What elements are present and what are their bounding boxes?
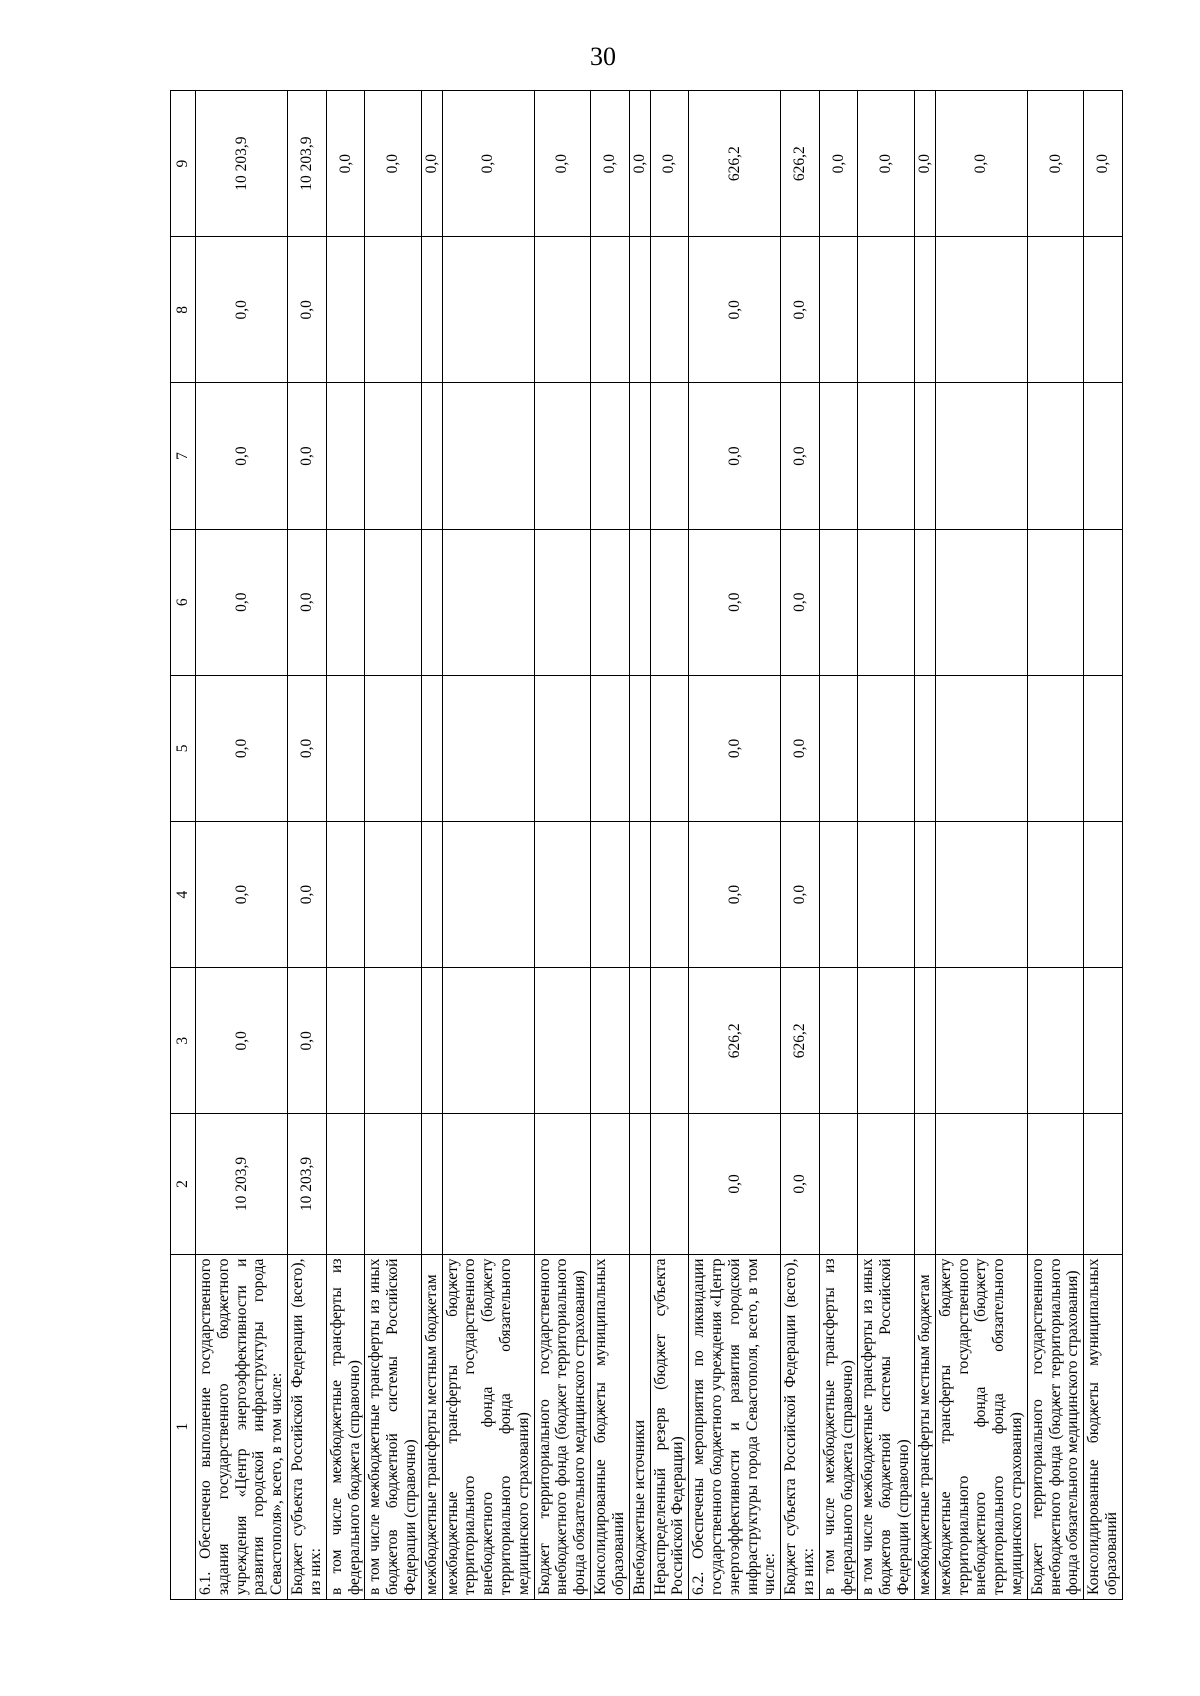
value-cell bbox=[591, 968, 630, 1114]
value-cell bbox=[326, 237, 365, 383]
value-cell: 0,0 bbox=[196, 822, 288, 968]
value-cell bbox=[442, 675, 534, 821]
value-cell bbox=[914, 1114, 935, 1254]
value-cell bbox=[819, 1114, 858, 1254]
column-header: 7 bbox=[171, 383, 196, 529]
value-cell: 0,0 bbox=[629, 91, 650, 237]
value-cell: 0,0 bbox=[196, 237, 288, 383]
table-body bbox=[196, 91, 1123, 1600]
value-cell bbox=[442, 968, 534, 1114]
column-header: 8 bbox=[171, 237, 196, 383]
value-cell bbox=[819, 675, 858, 821]
value-cell: 0,0 bbox=[689, 237, 781, 383]
value-cell bbox=[1027, 237, 1083, 383]
value-cell: 0,0 bbox=[781, 237, 820, 383]
value-cell: 626,2 bbox=[781, 91, 820, 237]
value-cell bbox=[629, 529, 650, 675]
value-cell: 0,0 bbox=[935, 91, 1027, 237]
value-cell bbox=[914, 383, 935, 529]
value-cell bbox=[534, 968, 590, 1114]
table-row bbox=[1084, 91, 1123, 1600]
value-cell bbox=[421, 822, 442, 968]
value-cell bbox=[591, 529, 630, 675]
value-cell bbox=[421, 529, 442, 675]
value-cell bbox=[650, 968, 689, 1114]
value-cell bbox=[365, 1114, 421, 1254]
value-cell bbox=[650, 237, 689, 383]
value-cell: 0,0 bbox=[858, 91, 914, 237]
value-cell: 0,0 bbox=[365, 91, 421, 237]
table-row bbox=[288, 91, 327, 1600]
value-cell bbox=[629, 968, 650, 1114]
value-cell bbox=[1084, 675, 1123, 821]
column-header: 2 bbox=[171, 1114, 196, 1254]
budget-table bbox=[170, 90, 1123, 1600]
value-cell bbox=[819, 529, 858, 675]
row-label: 6.2. Обеспечены мероприятия по ликвидации государственного бюджетного учреждения «Центр энергоэффективности и развития городской инфраструктуры города Севастополя, всего, в том числе: bbox=[689, 1254, 781, 1599]
value-cell bbox=[819, 822, 858, 968]
value-cell bbox=[1084, 237, 1123, 383]
value-cell bbox=[858, 1114, 914, 1254]
value-cell bbox=[650, 675, 689, 821]
value-cell: 0,0 bbox=[781, 822, 820, 968]
value-cell bbox=[591, 675, 630, 821]
value-cell bbox=[1027, 675, 1083, 821]
row-label: межбюджетные трансферты местным бюджетам bbox=[914, 1254, 935, 1599]
value-cell bbox=[591, 383, 630, 529]
value-cell: 0,0 bbox=[288, 383, 327, 529]
row-label: в том числе межбюджетные трансферты из иных бюджетов бюджетной системы Российской Федерации (справочно) bbox=[365, 1254, 421, 1599]
table-row bbox=[534, 91, 590, 1600]
value-cell bbox=[914, 675, 935, 821]
value-cell bbox=[442, 383, 534, 529]
value-cell bbox=[421, 675, 442, 821]
row-label: Нераспределенный резерв (бюджет субъекта Российской Федерации) bbox=[650, 1254, 689, 1599]
value-cell bbox=[1084, 968, 1123, 1114]
value-cell: 0,0 bbox=[689, 529, 781, 675]
value-cell bbox=[1084, 383, 1123, 529]
column-header: 4 bbox=[171, 822, 196, 968]
value-cell bbox=[914, 237, 935, 383]
value-cell bbox=[1084, 1114, 1123, 1254]
value-cell bbox=[534, 237, 590, 383]
value-cell bbox=[935, 529, 1027, 675]
value-cell bbox=[534, 822, 590, 968]
value-cell: 0,0 bbox=[781, 383, 820, 529]
value-cell: 0,0 bbox=[534, 91, 590, 237]
value-cell: 0,0 bbox=[781, 1114, 820, 1254]
value-cell: 626,2 bbox=[689, 968, 781, 1114]
value-cell bbox=[442, 1114, 534, 1254]
value-cell bbox=[421, 237, 442, 383]
value-cell bbox=[591, 237, 630, 383]
value-cell: 10 203,9 bbox=[196, 1114, 288, 1254]
value-cell: 0,0 bbox=[288, 237, 327, 383]
value-cell bbox=[650, 822, 689, 968]
table-row bbox=[689, 91, 781, 1600]
row-label: межбюджетные трансферты бюджету территориального государственного внебюджетного фонда (бюджету территориального фонда обязательного медицинского страхования) bbox=[935, 1254, 1027, 1599]
value-cell bbox=[1027, 822, 1083, 968]
table-row bbox=[196, 91, 288, 1600]
value-cell: 0,0 bbox=[689, 822, 781, 968]
value-cell bbox=[935, 968, 1027, 1114]
table-row bbox=[781, 91, 820, 1600]
table-row bbox=[819, 91, 858, 1600]
value-cell bbox=[365, 675, 421, 821]
row-label: Бюджет территориального государственного внебюджетного фонда (бюджет территориального фонда обязательного медицинского страхования) bbox=[534, 1254, 590, 1599]
value-cell: 0,0 bbox=[1084, 91, 1123, 237]
value-cell bbox=[442, 529, 534, 675]
value-cell bbox=[819, 383, 858, 529]
row-label: в том числе межбюджетные трансферты из федерального бюджета (справочно) bbox=[819, 1254, 858, 1599]
table-row bbox=[650, 91, 689, 1600]
value-cell: 0,0 bbox=[196, 675, 288, 821]
page-number: 30 bbox=[590, 42, 616, 71]
value-cell: 0,0 bbox=[781, 675, 820, 821]
value-cell bbox=[858, 383, 914, 529]
value-cell bbox=[935, 675, 1027, 821]
value-cell bbox=[935, 822, 1027, 968]
row-label: Внебюджетные источники bbox=[629, 1254, 650, 1599]
value-cell bbox=[858, 675, 914, 821]
value-cell: 0,0 bbox=[689, 1114, 781, 1254]
value-cell: 0,0 bbox=[689, 383, 781, 529]
value-cell: 0,0 bbox=[288, 822, 327, 968]
value-cell: 10 203,9 bbox=[196, 91, 288, 237]
value-cell bbox=[858, 822, 914, 968]
column-header: 1 bbox=[171, 1254, 196, 1599]
value-cell bbox=[534, 529, 590, 675]
value-cell bbox=[935, 1114, 1027, 1254]
value-cell bbox=[1027, 383, 1083, 529]
table-row bbox=[365, 91, 421, 1600]
table-row bbox=[326, 91, 365, 1600]
value-cell bbox=[534, 1114, 590, 1254]
value-cell bbox=[365, 237, 421, 383]
value-cell: 0,0 bbox=[442, 91, 534, 237]
value-cell: 626,2 bbox=[781, 968, 820, 1114]
row-label: Консолидированные бюджеты муниципальных образований bbox=[1084, 1254, 1123, 1599]
table-row bbox=[914, 91, 935, 1600]
value-cell: 0,0 bbox=[650, 91, 689, 237]
value-cell bbox=[534, 383, 590, 529]
row-label: в том числе межбюджетные трансферты из иных бюджетов бюджетной системы Российской Федерации (справочно) bbox=[858, 1254, 914, 1599]
row-label: Бюджет территориального государственного внебюджетного фонда (бюджет территориального фонда обязательного медицинского страхования) bbox=[1027, 1254, 1083, 1599]
value-cell: 0,0 bbox=[288, 675, 327, 821]
value-cell: 10 203,9 bbox=[288, 1114, 327, 1254]
value-cell: 626,2 bbox=[689, 91, 781, 237]
value-cell bbox=[629, 675, 650, 821]
value-cell bbox=[650, 529, 689, 675]
value-cell: 0,0 bbox=[288, 529, 327, 675]
column-header: 5 bbox=[171, 675, 196, 821]
value-cell: 0,0 bbox=[819, 91, 858, 237]
value-cell bbox=[629, 383, 650, 529]
value-cell bbox=[819, 968, 858, 1114]
value-cell: 0,0 bbox=[326, 91, 365, 237]
value-cell bbox=[858, 529, 914, 675]
row-label: межбюджетные трансферты местным бюджетам bbox=[421, 1254, 442, 1599]
value-cell bbox=[1027, 529, 1083, 675]
value-cell bbox=[1027, 1114, 1083, 1254]
value-cell: 10 203,9 bbox=[288, 91, 327, 237]
value-cell bbox=[1027, 968, 1083, 1114]
row-label: в том числе межбюджетные трансферты из федерального бюджета (справочно) bbox=[326, 1254, 365, 1599]
value-cell: 0,0 bbox=[591, 91, 630, 237]
value-cell bbox=[914, 529, 935, 675]
value-cell bbox=[629, 237, 650, 383]
value-cell bbox=[365, 822, 421, 968]
row-label: Бюджет субъекта Российской Федерации (всего), из них: bbox=[781, 1254, 820, 1599]
value-cell bbox=[365, 968, 421, 1114]
value-cell bbox=[629, 822, 650, 968]
value-cell: 0,0 bbox=[196, 968, 288, 1114]
value-cell bbox=[650, 1114, 689, 1254]
value-cell bbox=[1084, 822, 1123, 968]
value-cell bbox=[326, 1114, 365, 1254]
value-cell bbox=[858, 237, 914, 383]
row-label: межбюджетные трансферты бюджету территориального государственного внебюджетного фонда (бюджету территориального фонда обязательного медицинского страхования) bbox=[442, 1254, 534, 1599]
table-row bbox=[1027, 91, 1083, 1600]
value-cell bbox=[326, 675, 365, 821]
value-cell bbox=[591, 822, 630, 968]
value-cell bbox=[858, 968, 914, 1114]
row-label: 6.1. Обеспечено выполнение государственного задания государственного бюджетного учреждения «Центр энергоэффективности и развития городской инфраструктуры города Севастополя», всего, в том числе: bbox=[196, 1254, 288, 1599]
value-cell bbox=[442, 822, 534, 968]
header-row bbox=[171, 91, 196, 1600]
column-header: 3 bbox=[171, 968, 196, 1114]
value-cell: 0,0 bbox=[196, 383, 288, 529]
value-cell bbox=[914, 822, 935, 968]
value-cell bbox=[442, 237, 534, 383]
table-row bbox=[591, 91, 630, 1600]
value-cell: 0,0 bbox=[914, 91, 935, 237]
table-row bbox=[629, 91, 650, 1600]
table-row bbox=[442, 91, 534, 1600]
value-cell bbox=[326, 383, 365, 529]
value-cell bbox=[326, 822, 365, 968]
value-cell bbox=[421, 1114, 442, 1254]
value-cell bbox=[1084, 529, 1123, 675]
value-cell bbox=[914, 968, 935, 1114]
value-cell bbox=[935, 237, 1027, 383]
value-cell bbox=[650, 383, 689, 529]
value-cell bbox=[326, 529, 365, 675]
row-label: Консолидированные бюджеты муниципальных образований bbox=[591, 1254, 630, 1599]
value-cell: 0,0 bbox=[421, 91, 442, 237]
table-row bbox=[421, 91, 442, 1600]
value-cell bbox=[935, 383, 1027, 529]
value-cell bbox=[421, 383, 442, 529]
value-cell: 0,0 bbox=[196, 529, 288, 675]
table-row bbox=[935, 91, 1027, 1600]
value-cell: 0,0 bbox=[781, 529, 820, 675]
value-cell: 0,0 bbox=[288, 968, 327, 1114]
value-cell bbox=[326, 968, 365, 1114]
value-cell bbox=[591, 1114, 630, 1254]
value-cell bbox=[365, 383, 421, 529]
value-cell: 0,0 bbox=[1027, 91, 1083, 237]
value-cell bbox=[819, 237, 858, 383]
value-cell bbox=[365, 529, 421, 675]
value-cell bbox=[629, 1114, 650, 1254]
column-header: 9 bbox=[171, 91, 196, 237]
value-cell: 0,0 bbox=[689, 675, 781, 821]
column-header: 6 bbox=[171, 529, 196, 675]
value-cell bbox=[421, 968, 442, 1114]
rotated-table-container bbox=[170, 90, 1120, 1600]
table-row bbox=[858, 91, 914, 1600]
value-cell bbox=[534, 675, 590, 821]
row-label: Бюджет субъекта Российской Федерации (всего), из них: bbox=[288, 1254, 327, 1599]
